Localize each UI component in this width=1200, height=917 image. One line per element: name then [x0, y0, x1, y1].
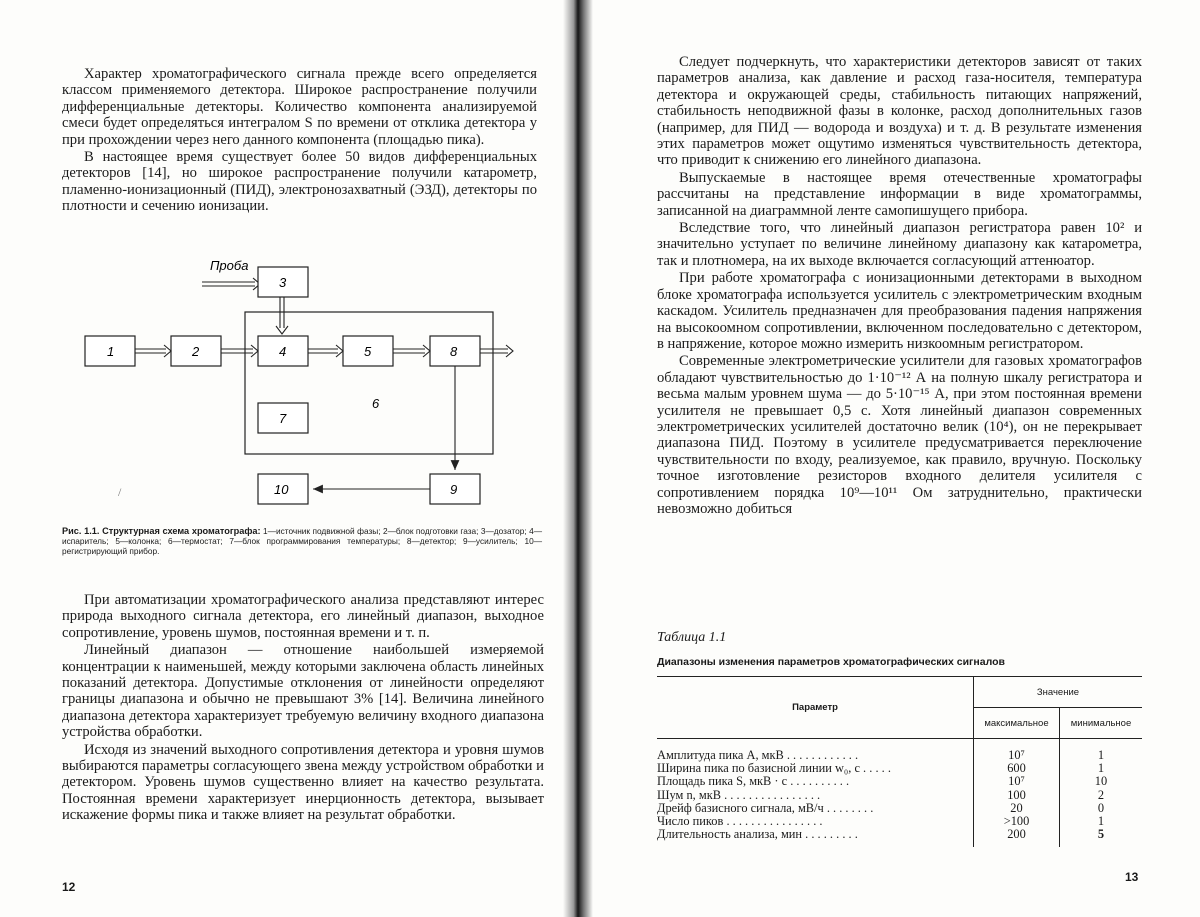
svg-text:7: 7 [279, 411, 287, 426]
block-2-gas-preparation [171, 336, 221, 366]
block-9-amplifier [430, 474, 480, 504]
left-top-text [62, 66, 537, 215]
svg-text:3: 3 [279, 275, 287, 290]
paragraph: Вследствие того, что линейный диапазон регистратора равен 10² и значительно уступает по величине линейному диапазону как катарометра, так и плотномера, на их выходе включается согласующий аттенюатор. [657, 220, 1142, 269]
header-parameter: Параметр [657, 677, 974, 739]
block-10-recorder [258, 474, 308, 504]
svg-text:1: 1 [107, 344, 115, 359]
caption-text: 1—источник подвижной фазы; 2—блок подготовки газа; 3—дозатор; 4—испаритель; 5—колонка; 6—термостат; 7—блок программирования температуры; 8—детектор; 9—усилитель; 10—регистрирующий прибор. [62, 526, 542, 556]
block-5-column [343, 336, 393, 366]
page-number-right: 13 [1125, 870, 1139, 884]
table-title: Диапазоны изменения параметров хроматографических сигналов [657, 656, 1006, 668]
svg-text:5: 5 [364, 344, 372, 359]
block-3-doser [258, 267, 308, 297]
thermostat-label: 6 [372, 396, 380, 411]
svg-text:9: 9 [450, 482, 458, 497]
svg-text:8: 8 [450, 344, 458, 359]
paragraph: Характер хроматографического сигнала прежде всего определяется классом применяемого детектора. Широкое распространение получили дифференциальные детекторы. Количество компонента анализируемой смеси будет определяться интегралом S по времени от отклика детектора y при прохождении через него данного компонента (площадью пика). [62, 66, 537, 148]
svg-text:10: 10 [274, 482, 289, 497]
left-page [0, 0, 565, 917]
table-row: Ширина пика по базисной линии w₀, с . . . . . 600 1 [657, 761, 1105, 776]
right-page [585, 0, 1200, 917]
chromatograph-block-diagram [60, 250, 550, 520]
block-7-temperature-programming [258, 403, 308, 433]
figure-caption [62, 526, 542, 556]
svg-text:2: 2 [192, 344, 200, 359]
svg-text:4: 4 [279, 344, 287, 359]
right-body-text [657, 54, 1142, 517]
parameters-table [657, 676, 1142, 847]
table-row: Число пиков . . . . . . . . . . . . . . . . >100 1 [657, 814, 1105, 829]
paragraph: Исходя из значений выходного сопротивления детектора и уровня шумов выбираются параметры согласующего звена между устройством обработки и детектором. Уровень шумов существенно влияет на качество результата. Постоянная времени характеризует инерционность детектора, вызывает искажение формы пика и также влияет на результат обработки. [62, 741, 544, 824]
block-1-mobile-phase-source [85, 336, 135, 366]
header-max: максимальное [974, 708, 1060, 739]
page-number-left: 12 [62, 880, 76, 894]
block-4-evaporator [258, 336, 308, 366]
probe-label: Проба [210, 258, 249, 273]
table-row: Длительность анализа, мин . . . . . . . . . 200 5 [657, 828, 1142, 847]
paragraph: Следует подчеркнуть, что характеристики детекторов зависят от таких параметров анализа, как давление и расход газа-носителя, температура детектора и окружающей среды, стабильность питающих напряжений, стабильность неподвижной фазы в колонке, расход дополнительных газов (например, для ПИД — водорода и воздуха) и т. д. В результате изменения этих параметров может ощутимо изменяться чувствительность детектора, что приводит к снижению его линейного диапазона. [657, 54, 1142, 169]
svg-text:/: / [118, 485, 122, 499]
header-value: Значение [974, 677, 1143, 708]
table-row: Амплитуда пика A, мкВ . . . . . . . . . . . . 10⁷ 1 [657, 748, 1105, 762]
table-label: Таблица 1.1 [657, 630, 727, 645]
paragraph: Линейный диапазон — отношение наибольшей измеряемой концентрации к наименьшей, между которыми заключена область линейных показаний детектора. Допустимые отклонения от линейности определяют границы диапазона и обычно не превышают 3% [14]. Величина линейного диапазона детектора характеризует требуемую величину входного диапазона устройства обработки. [62, 642, 544, 741]
paragraph: При автоматизации хроматографического анализа представляют интерес природа выходного сигнала детектора, его линейный диапазон, выходное сопротивление, уровень шумов, постоянная времени и т. п. [62, 592, 544, 641]
paragraph: Современные электрометрические усилители для газовых хроматографов обладают чувствительностью до 1·10⁻¹² А на полную шкалу регистратора и весьма малым уровнем шума — до 5·10⁻¹⁵ А, при этом постоянная времени усилителя не превышает 0,5 с. Хотя линейный диапазон современных электрометрических усилителей достаточно велик (10⁴), он не перекрывает диапазона ПИД. Поэтому в усилителе предусматривается переключение чувствительности по входу, реализуемое, как правило, вручную. Поскольку точное изготовление резисторов входного делителя усилителя с сопротивлением порядка 10⁹—10¹¹ Ом затруднительно, практически невозможно добиться [657, 353, 1142, 517]
paragraph: Выпускаемые в настоящее время отечественные хроматографы рассчитаны на представление информации в виде хроматограммы, записанной на диаграммной ленте самопишущего прибора. [657, 169, 1142, 219]
paragraph: При работе хроматографа с ионизационными детекторами в выходном блоке хроматографа используется усилитель с электрометрическим входным каскадом. Усилитель предназначен для преобразования падения напряжения на высокоомном сопротивлении, включенном последовательно с детектором, в напряжение, которое можно измерить низкоомным регистратором. [657, 270, 1142, 352]
table-row: Дрейф базисного сигнала, мВ/ч . . . . . . . . 20 0 [657, 800, 1105, 815]
block-8-detector [430, 336, 480, 366]
header-min: минимальное [1060, 708, 1143, 739]
paragraph: В настоящее время существует более 50 видов дифференциальных детекторов [14], но широкое распространение получили катарометр, пламенно-ионизационный (ПИД), электронозахватный (ЭЗД), детекторы по плотности и сечению ионизации. [62, 149, 537, 215]
caption-title: Рис. 1.1. Структурная схема хроматографа: [62, 526, 261, 536]
left-bottom-text [62, 592, 544, 824]
table-row: Площадь пика S, мкВ · с . . . . . . . . . . 10⁷ 10 [657, 774, 1108, 789]
table-row: Шум n, мкВ . . . . . . . . . . . . . . . . 100 2 [657, 787, 1105, 802]
